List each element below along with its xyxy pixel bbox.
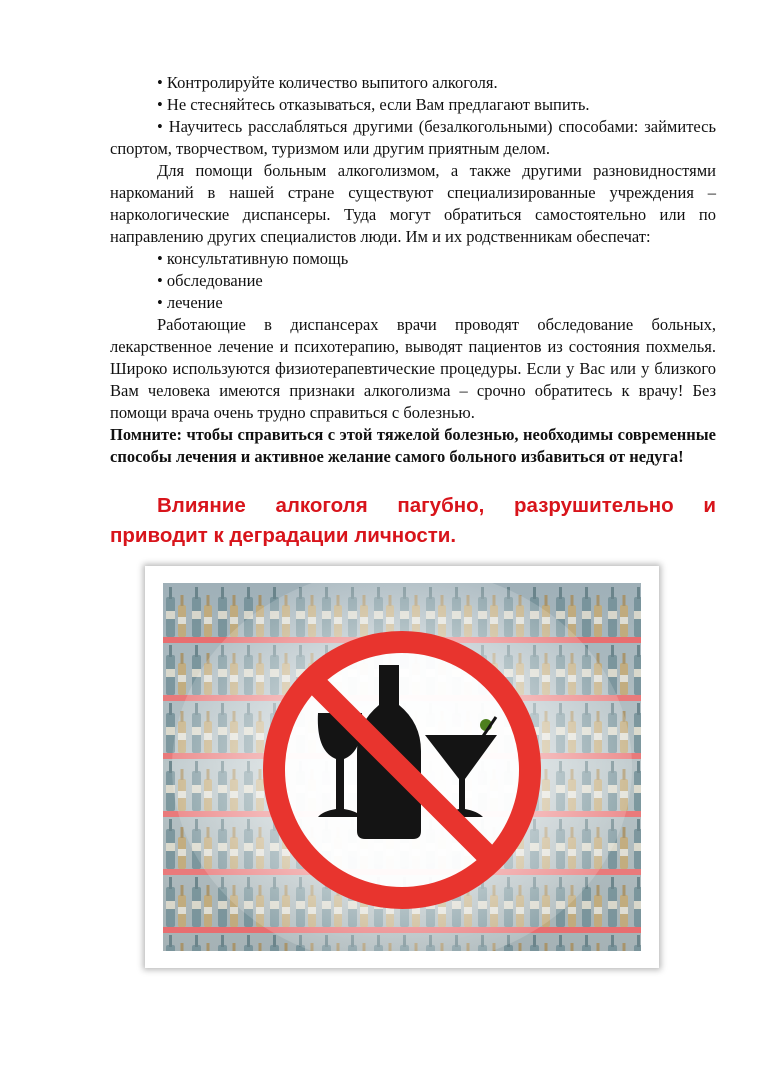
paragraph-help: Для помощи больным алкоголизмом, а также другими разновидностями наркоманий в нашей стране существуют специализированные учреждения – наркологические диспансеры. Туда могут обратиться самостоятельно или по направлению других специалистов люди. Им и их родственникам обеспечат: [110, 161, 716, 246]
tip-control-amount: • Контролируйте количество выпитого алкоголя. [157, 73, 498, 92]
tip-refuse: • Не стесняйтесь отказываться, если Вам предлагают выпить. [157, 95, 590, 114]
bold-note: Помните: чтобы справиться с этой тяжелой болезнью, необходимы современные способы лечения и активное желание самого больного избавиться от недуга! [110, 425, 716, 466]
service-consultation: • консультативную помощь [157, 249, 349, 268]
prohibition-sign [264, 632, 540, 908]
photo-frame [145, 566, 659, 968]
body-text [110, 72, 716, 468]
no-alcohol-sign-icon [163, 583, 641, 951]
red-headline: Влияние алкоголя пагубно, разрушительно и приводит к деградации личности. [110, 494, 716, 547]
service-examination: • обследование [157, 271, 263, 290]
service-treatment: • лечение [157, 293, 223, 312]
paragraph-doctors: Работающие в диспансерах врачи проводят обследование больных, лекарственное лечение и психотерапию, выводят пациентов из состояния похмелья. Широко используются физиотерапевтические процедуры. Если у Вас или у близкого Вам человека имеются признаки алкоголизма – срочно обратитесь к врачу! Без помощи врача очень трудно справиться с болезнью. [110, 315, 716, 422]
tip-relax: • Научитесь расслабляться другими (безалкогольными) способами: займитесь спортом, творчеством, туризмом или другим приятным делом. [110, 117, 716, 158]
